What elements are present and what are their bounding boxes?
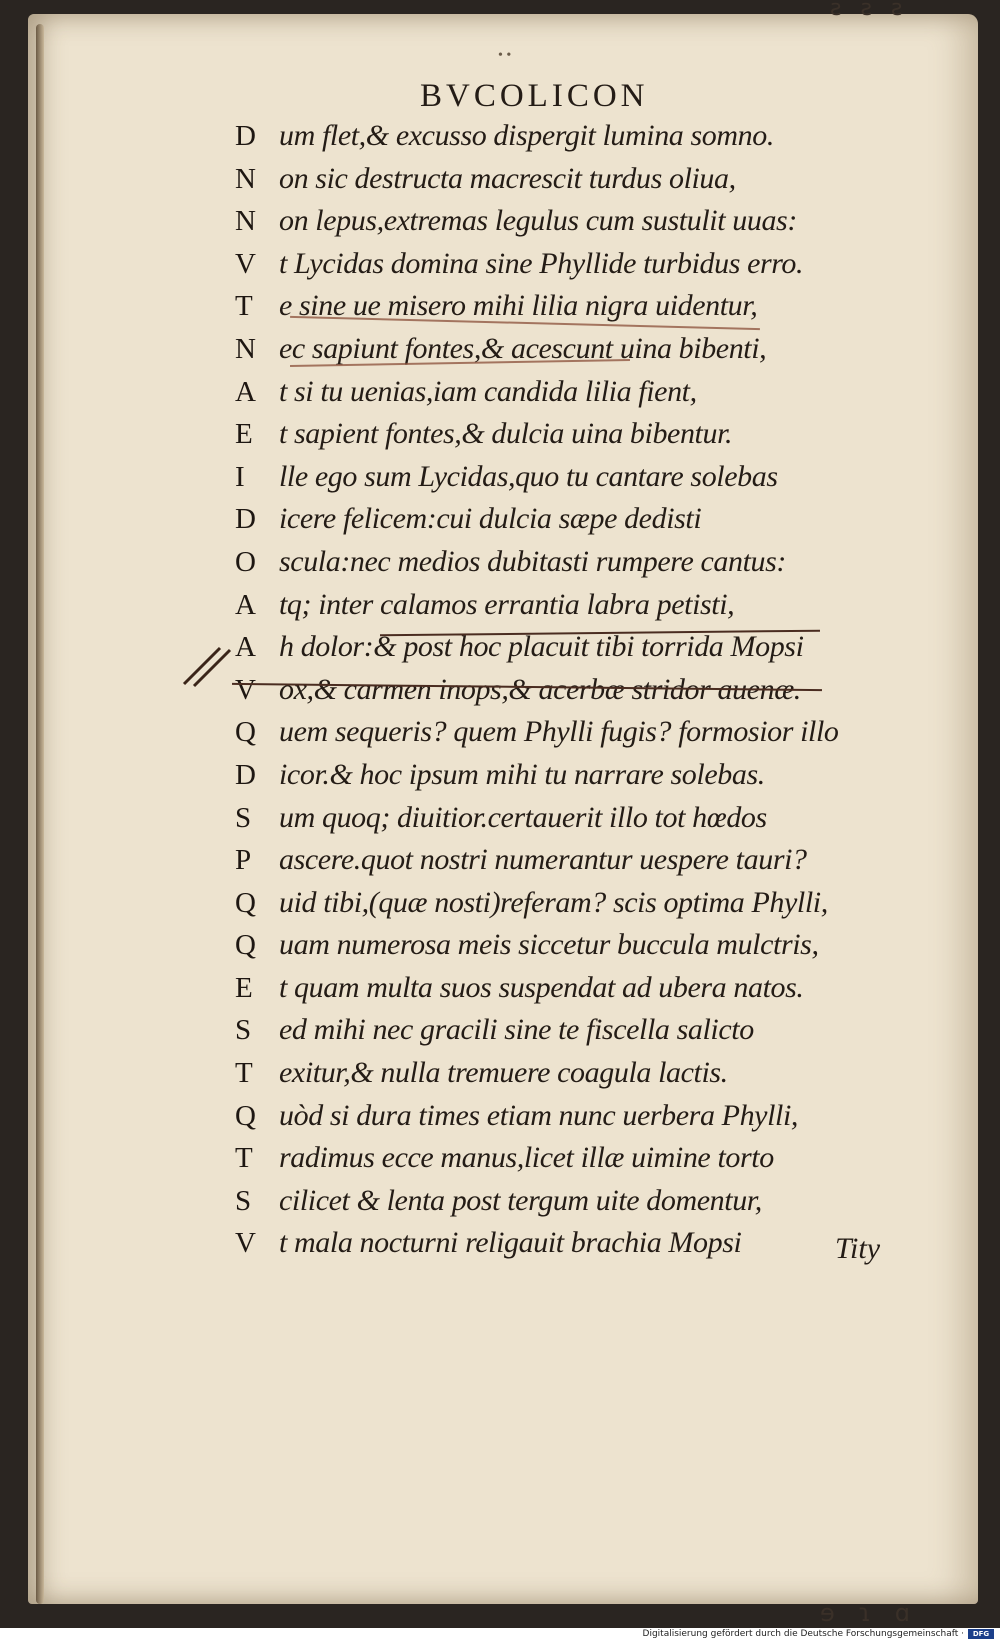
verse-text: t si tu uenias,iam candida lilia fient, (279, 374, 697, 408)
verse-initial: I (235, 460, 245, 493)
verse-line (235, 243, 915, 286)
verse-initial: Q (235, 1099, 256, 1132)
verse-line (235, 371, 915, 414)
verse-initial: V (235, 1227, 256, 1260)
verse-initial: V (235, 673, 256, 706)
verse-line (235, 1180, 915, 1223)
verse-text: ox,& carmen inops,& acerbæ stridor auenæ. (279, 672, 801, 706)
verse-initial: S (235, 1014, 252, 1047)
margin-annotation-mark (180, 640, 240, 690)
verse-initial: O (235, 545, 256, 578)
signature-marks-top: ƨ ƨ ƨ (830, 0, 909, 21)
digitization-footer (0, 1628, 1000, 1640)
verse-text: uid tibi,(quæ nosti)referam? scis optima Phylli, (279, 885, 828, 919)
verse-initial: E (235, 418, 253, 451)
verse-line (235, 584, 915, 627)
verse-initial: T (235, 290, 253, 323)
verse-initial: D (235, 503, 256, 536)
verse-line (235, 797, 915, 840)
verse-text: on sic destructa macrescit turdus oliua, (279, 161, 736, 195)
verse-text: on lepus,extremas legulus cum sustulit uuas: (279, 204, 797, 238)
verse-line (235, 115, 915, 158)
verse-initial: T (235, 1142, 253, 1175)
verse-initial: D (235, 120, 256, 152)
verse-text: t Lycidas domina sine Phyllide turbidus erro. (279, 246, 804, 280)
verse-line (235, 498, 915, 541)
verse-text: t quam multa suos suspendat ad ubera natos. (279, 970, 804, 1004)
verse-text: radimus ecce manus,licet illæ uimine torto (279, 1141, 774, 1175)
verse-line (235, 541, 915, 584)
verse-text: h dolor:& post hoc placuit tibi torrida Mopsi (279, 630, 804, 664)
funding-credit: Digitalisierung gefördert durch die Deutsche Forschungsgemeinschaft · (642, 1629, 964, 1639)
verse-text: uam numerosa meis siccetur buccula mulctris, (279, 928, 819, 962)
verse-initial: A (235, 588, 256, 621)
verse-line (235, 711, 915, 754)
verse-initial: S (235, 1184, 252, 1217)
verse-text: um flet,& excusso dispergit lumina somno. (279, 119, 774, 152)
verse-text: exitur,& nulla tremuere coagula lactis. (279, 1056, 728, 1090)
verse-text: ascere.quot nostri numerantur uespere tauri? (279, 843, 807, 877)
verse-initial: A (235, 375, 256, 408)
verse-text: cilicet & lenta post tergum uite domentur, (279, 1183, 762, 1217)
verse-line (235, 1009, 915, 1052)
signature-marks-bottom: ɘ ɿ ɑ (820, 1599, 918, 1627)
verse-text: t mala nocturni religauit brachia Mopsi (279, 1226, 742, 1260)
verse-text: ed mihi nec gracili sine te fiscella salicto (279, 1013, 754, 1047)
verse-text: ec sapiunt fontes,& acescunt uina bibenti, (279, 331, 767, 365)
verse-line (235, 924, 915, 967)
verse-text: lle ego sum Lycidas,quo tu cantare solebas (279, 459, 778, 493)
running-head: BVCOLICON (420, 78, 649, 114)
verse-line (235, 967, 915, 1010)
catchword: Tity (835, 1232, 881, 1265)
verse-initial: Q (235, 886, 256, 919)
verse-initial: E (235, 971, 253, 1004)
verse-initial: N (235, 205, 256, 238)
verse-initial: V (235, 247, 256, 280)
verse-initial: S (235, 801, 252, 834)
verse-line (235, 1095, 915, 1138)
verse-line (235, 882, 915, 925)
verse-line (235, 1052, 915, 1095)
verse-line (235, 839, 915, 882)
verse-initial: A (235, 631, 256, 664)
verse-line (235, 158, 915, 201)
verse-text: uòd si dura times etiam nunc uerbera Phylli, (279, 1098, 799, 1132)
verse-line (235, 200, 915, 243)
verse-text: uem sequeris? quem Phylli fugis? formosior illo (279, 715, 839, 749)
top-marks: • • (498, 48, 512, 63)
verse-text: icor.& hoc ipsum mihi tu narrare solebas. (279, 757, 765, 791)
page-gutter-edge (36, 24, 44, 1604)
verse-initial: D (235, 758, 256, 791)
verse-initial: N (235, 332, 256, 365)
verse-line (235, 754, 915, 797)
verse-line (235, 456, 915, 499)
verse-initial: P (235, 844, 252, 877)
verse-initial: Q (235, 716, 256, 749)
dfg-logo: DFG (968, 1629, 994, 1639)
verse-line (235, 1137, 915, 1180)
verse-line (235, 413, 915, 456)
verse-text: icere felicem:cui dulcia sæpe dedisti (279, 502, 702, 536)
verse-text: e sine ue misero mihi lilia nigra uidentur, (279, 289, 758, 323)
verse-text: t sapient fontes,& dulcia uina bibentur. (279, 417, 733, 451)
verse-text: scula:nec medios dubitasti rumpere cantus: (279, 544, 786, 578)
verse-initial: Q (235, 929, 256, 962)
verse-initial: N (235, 162, 256, 195)
verse-text: um quoq; diuitior.certauerit illo tot hœdos (279, 800, 767, 834)
verse-line (235, 1222, 915, 1265)
verse-text: tq; inter calamos errantia labra petisti, (279, 587, 735, 621)
verse-line (235, 285, 915, 328)
verse-initial: T (235, 1057, 253, 1090)
